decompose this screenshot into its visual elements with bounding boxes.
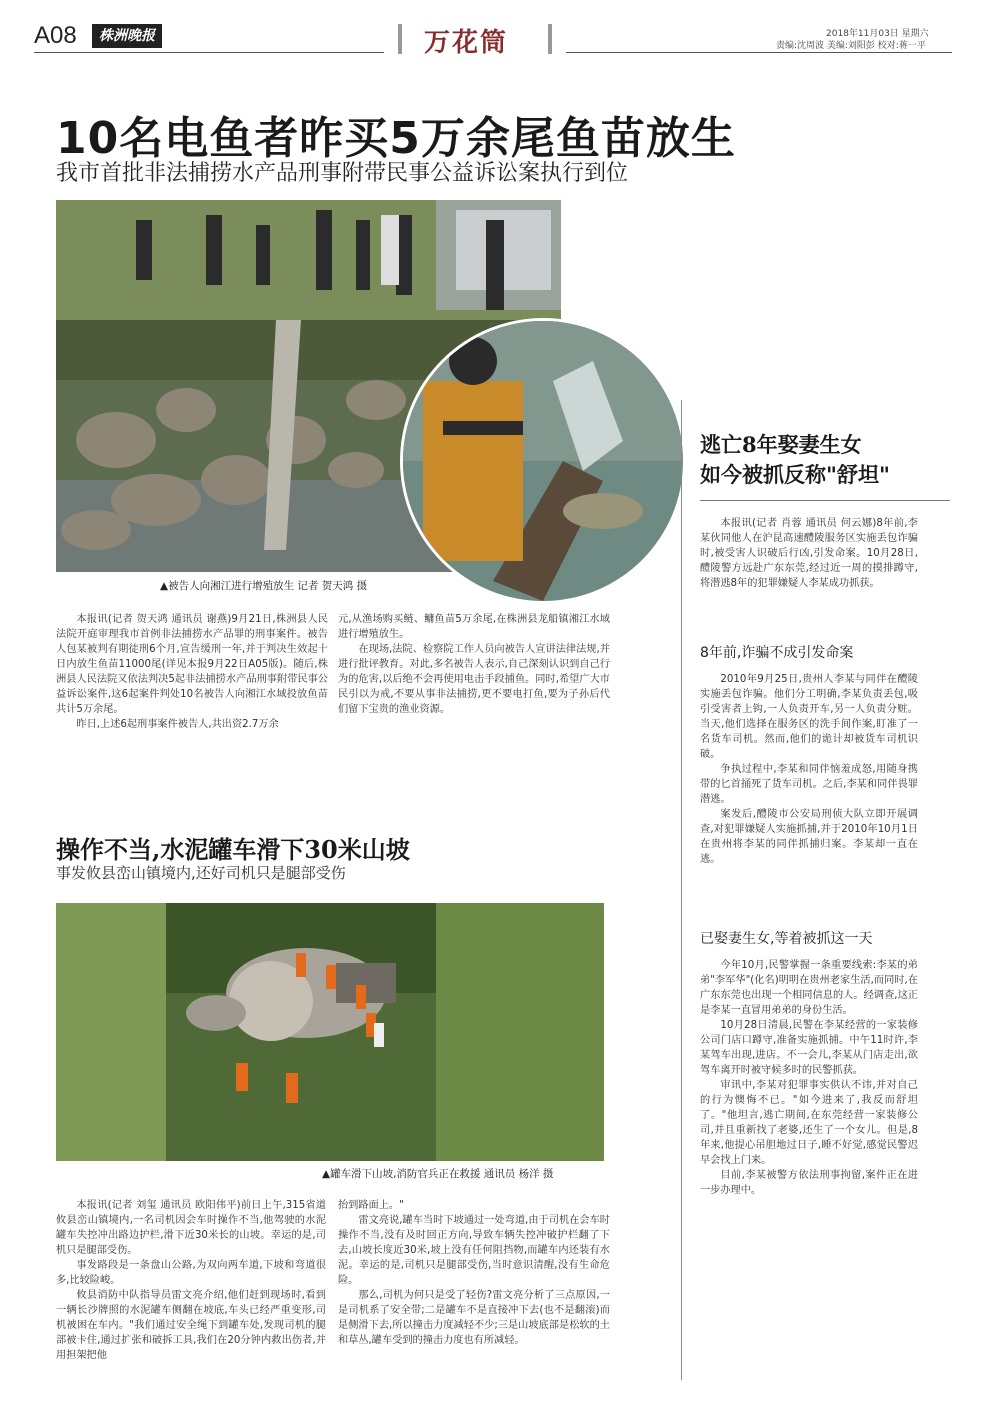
paper-logo: 株洲晚报 [92,24,162,48]
sidebar-intro [700,516,918,591]
masthead-rule-right [566,52,952,53]
date-line: 2018年11月03日 星期六 [826,29,929,39]
sidebar-subhead-2: 已娶妻生女,等着被抓这一天 [700,931,873,947]
second-para: 那么,司机为何只是受了轻伤?雷文亮分析了三点原因,一是司机系了安全带;二是罐车不是直接冲下去(也不是翻滚)而是侧滑下去,所以撞击力度减轻不少;三是山坡底部是松软的土和草丛,罐车受到的撞击力度也有所减轻。 [338,1290,610,1346]
second-para: 抬到路面上。" [338,1200,404,1211]
lead-headline: 10名电鱼者昨买5万余尾鱼苗放生 [56,113,736,164]
second-body-col2 [338,1198,610,1348]
sidebar-para: 审讯中,李某对犯罪事实供认不讳,并对自己的行为懊悔不已。"如今进来了,我反而舒坦了。"他坦言,逃亡期间,在东莞经营一家装修公司,并且重新找了老婆,还生了一个女儿。但是,8年来,他提心吊胆地过日子,睡不好觉,感觉民警迟早会找上门来。 [700,1080,918,1166]
sidebar-para: 争执过程中,李某和同伴恼羞成怒,用随身携带的匕首捅死了货车司机。之后,李某和同伴畏罪潜逃。 [700,764,918,805]
lead-body-col1 [56,612,328,732]
lead-para: 元,从渔场购买鲢、鳙鱼苗5万余尾,在株洲县龙船镇湘江水域进行增殖放生。 [338,614,610,640]
sidebar-headline [700,430,960,490]
second-para: 攸县消防中队指导员雷文亮介绍,他们赶到现场时,看到一辆长沙牌照的水泥罐车侧翻在坡底,车头已经严重变形,司机被困在车内。"我们通过安全绳下到罐车处,发现司机的腿部被卡住,通过扩张和破拆工具,我们在20分钟内救出伤者,并用担架把他 [56,1290,326,1361]
column-divider [681,400,682,1380]
lead-para: 昨日,上述6起刑事案件被告人,共出资2.7万余 [76,719,279,730]
sidebar-para: 2010年9月25日,贵州人李某与同伴在醴陵实施丢包诈骗。他们分工明确,李某负责丢包,吸引受害者上钩,一人负责开车,另一人负责分赃。当天,他们选择在服务区的洗手间作案,盯准了一名货车司机。然而,他们的诡计却被货车司机识破。 [700,674,918,760]
sidebar-para: 10月28日清晨,民警在李某经营的一家装修公司门店口蹲守,准备实施抓捕。中午11时许,李某驾车出现,进店。不一会儿,李某从门店走出,欲驾车离开时被守候多时的民警抓获。 [700,1020,918,1076]
page-number: A08 [34,22,77,49]
second-para: 事发路段是一条盘山公路,为双向两车道,下坡和弯道很多,比较险峻。 [56,1260,326,1286]
sidebar-headline-line1: 逃亡8年娶妻生女 [700,432,862,457]
second-subhead: 事发攸县峦山镇境内,还好司机只是腿部受伤 [56,864,346,882]
second-para: 本报讯(记者 刘玺 通讯员 欧阳伟平)前日上午,315省道攸县峦山镇境内,一名司机因会车时操作不当,他驾驶的水泥罐车失控冲出路边护栏,滑下近30米长的山坡。幸运的是,司机只是腿部受伤。 [56,1200,326,1256]
sidebar-para: 目前,李某被警方依法刑事拘留,案件正在进一步办理中。 [700,1170,918,1196]
staff-line: 责编:沈周波 美编:刘阳彭 校对:蒋一平 [776,41,926,51]
masthead-bar-left [398,24,402,54]
lead-photo-inset [400,318,686,604]
second-photo-caption: ▲罐车滑下山坡,消防官兵正在救援 通讯员 杨洋 摄 [322,1168,554,1180]
section-title: 万花筒 [424,28,509,58]
masthead-bar-right [548,24,552,54]
masthead-rule-left [34,52,384,53]
sidebar-section-1 [700,672,918,867]
lead-subhead: 我市首批非法捕捞水产品刑事附带民事公益诉讼案执行到位 [56,161,629,186]
sidebar-headline-rule [700,500,950,501]
lead-body-col2 [338,612,610,717]
sidebar-para: 案发后,醴陵市公安局刑侦大队立即开展调查,对犯罪嫌疑人实施抓捕,并于2010年10月1日在贵州将李某的同伴抓捕归案。李某却一直在逃。 [700,809,918,865]
lead-para: 在现场,法院、检察院工作人员向被告人宣讲法律法规,并进行批评教育。对此,多名被告人表示,自己深刻认识到自己行为的危害,以后绝不会再使用电击手段捕鱼。同时,希望广大市民引以为戒,不要从事非法捕捞,更不要电打鱼,要为子孙后代们留下宝贵的渔业资源。 [338,644,610,715]
sidebar-para: 本报讯(记者 肖蓉 通讯员 何云娜)8年前,李某伙同他人在沪昆高速醴陵服务区实施丢包诈骗时,被受害人识破后行凶,引发命案。10月28日,醴陵警方远赴广东东莞,经过近一周的摸排蹲守,将潜逃8年的犯罪嫌疑人李某成功抓获。 [700,518,918,589]
second-headline: 操作不当,水泥罐车滑下30米山坡 [56,835,410,864]
lead-photo-caption: ▲被告人向湘江进行增殖放生 记者 贺天鸿 摄 [160,580,368,592]
sidebar-section-2 [700,958,918,1198]
lead-para: 本报讯(记者 贺天鸿 通讯员 谢燕)9月21日,株洲县人民法院开庭审理我市首例非法捕捞水产品罪的刑事案件。被告人包某被判有期徒刑6个月,宣告缓刑一年,并于判决生效起十日内放生鱼苗11000尾(详见本报9月22日A05版)。随后,株洲县人民法院又依法判决5起非法捕捞水产品刑事附带民事公益诉讼案件,这6起案件判处10名被告人向湘江水域投放鱼苗共计5万余尾。 [56,614,328,715]
second-body-col1 [56,1198,326,1363]
second-para: 雷文亮说,罐车当时下坡通过一处弯道,由于司机在会车时操作不当,没有及时回正方向,导致车辆失控冲破护栏翻了下去,山坡长度近30米,坡上没有任何阻挡物,而罐车内还装有水泥。幸运的是,司机只是腿部受伤,当时意识清醒,没有生命危险。 [338,1215,610,1286]
sidebar-para: 今年10月,民警掌握一条重要线索:李某的弟弟"李军华"(化名)明明在贵州老家生活,而同时,在广东东莞也出现一个相同信息的人。经调查,这正是李某一直冒用弟弟的身份生活。 [700,960,918,1016]
sidebar-subhead-1: 8年前,诈骗不成引发命案 [700,645,854,661]
sidebar-headline-line2: 如今被抓反称"舒坦" [700,462,890,487]
second-photo [56,903,604,1161]
